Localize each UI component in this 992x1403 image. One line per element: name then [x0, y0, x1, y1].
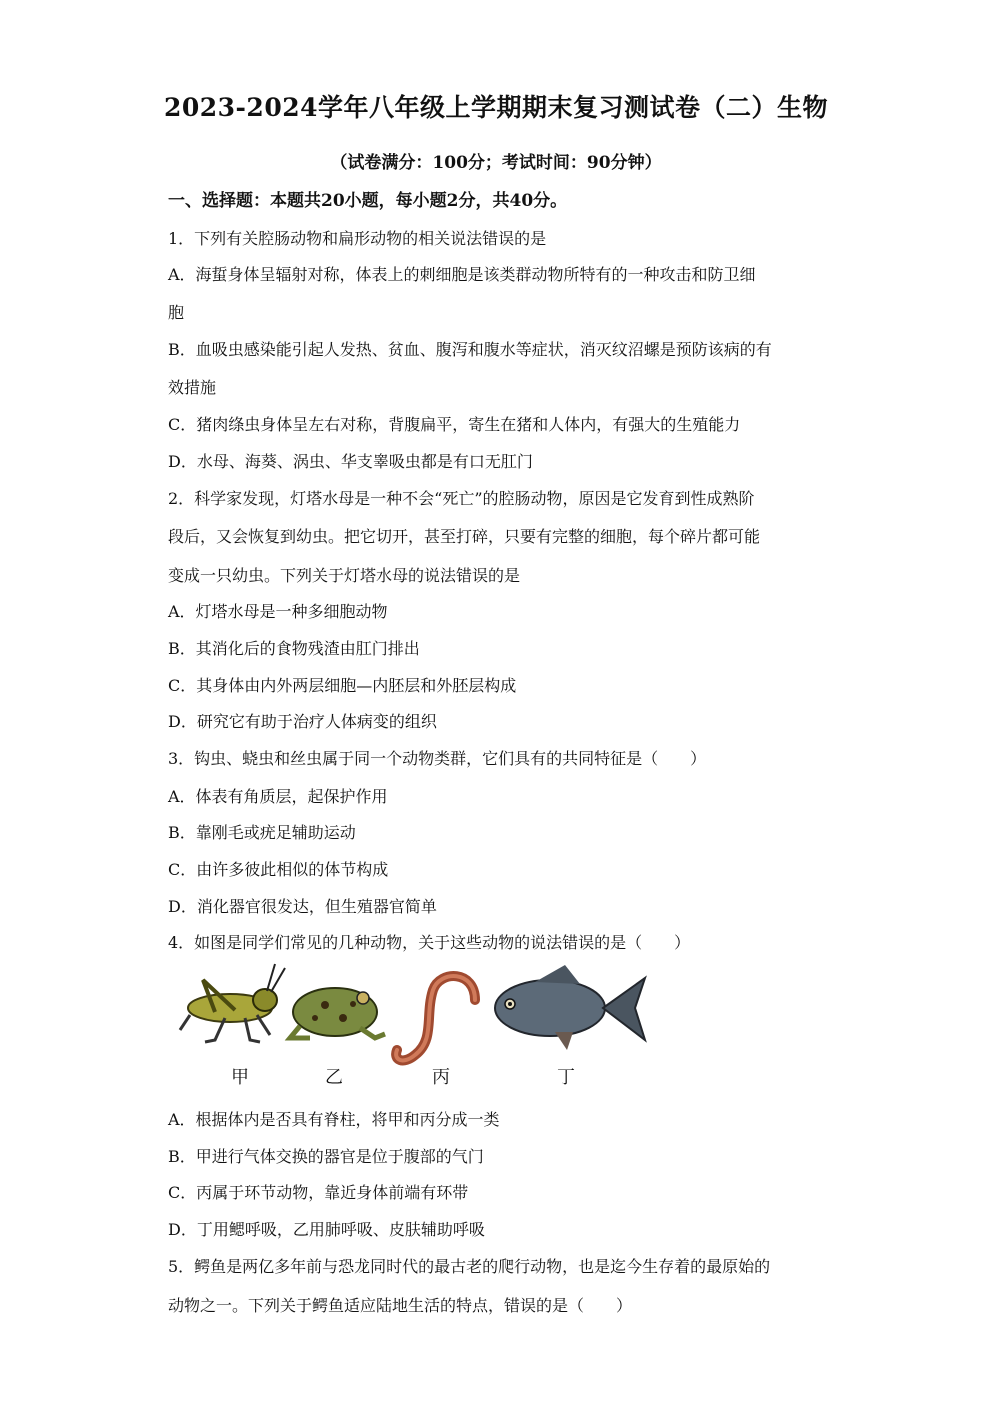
question-4-stem: 4．如图是同学们常见的几种动物，关于这些动物的说法错误的是（ ） [168, 933, 691, 952]
question-4-option-a: A．根据体内是否具有脊柱，将甲和丙分成一类 [168, 1110, 500, 1129]
question-2-stem: 2．科学家发现，灯塔水母是一种不会“死亡”的腔肠动物，原因是它发育到性成熟阶 [168, 489, 755, 508]
figure-label-ding: 丁 [557, 1067, 575, 1088]
question-2-option-c: C．其身体由内外两层细胞—内胚层和外胚层构成 [168, 676, 517, 695]
section-heading: 一、选择题：本题共20小题，每小题2分，共40分。 [168, 191, 568, 211]
figure-label-yi: 乙 [325, 1067, 343, 1088]
question-2-option-a: A．灯塔水母是一种多细胞动物 [168, 602, 388, 621]
question-2-stem-cont-2: 变成一只幼虫。下列关于灯塔水母的说法错误的是 [168, 566, 521, 585]
earthworm-image [396, 976, 475, 1060]
question-5-stem-cont: 动物之一。下列关于鳄鱼适应陆地生活的特点，错误的是（ ） [168, 1296, 633, 1315]
frog-image [290, 988, 385, 1038]
question-2-option-d: D．研究它有助于治疗人体病变的组织 [168, 712, 437, 731]
question-1-option-d: D．水母、海葵、涡虫、华支睾吸虫都是有口无肛门 [168, 452, 533, 471]
question-3-stem: 3．钩虫、蛲虫和丝虫属于同一个动物类群，它们具有的共同特征是（ ） [168, 749, 707, 768]
question-2-stem-cont-1: 段后，又会恢复到幼虫。把它切开，甚至打碎，只要有完整的细胞，每个碎片都可能 [168, 527, 761, 546]
question-5-stem: 5．鳄鱼是两亿多年前与恐龙同时代的最古老的爬行动物，也是迄今生存着的最原始的 [168, 1257, 771, 1276]
question-1-option-a-cont: 胞 [168, 303, 185, 322]
question-3-option-d: D．消化器官很发达，但生殖器官简单 [168, 897, 437, 916]
question-3-option-b: B．靠刚毛或疣足辅助运动 [168, 823, 356, 842]
figure-label-jia: 甲 [231, 1067, 249, 1088]
fish-image [495, 965, 645, 1050]
question-1-option-b-cont: 效措施 [168, 378, 217, 397]
question-3-option-a: A．体表有角质层，起保护作用 [168, 787, 388, 806]
figure-label-bing: 丙 [432, 1067, 450, 1088]
question-4-option-b: B．甲进行气体交换的器官是位于腹部的气门 [168, 1147, 484, 1166]
question-1-stem: 1．下列有关腔肠动物和扁形动物的相关说法错误的是 [168, 229, 547, 248]
question-2-option-b: B．其消化后的食物残渣由肛门排出 [168, 639, 420, 658]
question-1-option-a: A．海蜇身体呈辐射对称，体表上的刺细胞是该类群动物所特有的一种攻击和防卫细 [168, 265, 756, 284]
question-3-option-c: C．由许多彼此相似的体节构成 [168, 860, 389, 879]
grasshopper-image [180, 964, 285, 1042]
question-4-option-c: C．丙属于环节动物，靠近身体前端有环带 [168, 1183, 469, 1202]
exam-info: （试卷满分：100分；考试时间：90分钟） [330, 153, 662, 173]
question-1-option-c: C．猪肉绦虫身体呈左右对称，背腹扁平，寄生在猪和人体内，有强大的生殖能力 [168, 415, 741, 434]
page-title: 2023-2024学年八年级上学期期末复习测试卷（二）生物 [163, 93, 829, 122]
question-1-option-b: B．血吸虫感染能引起人发热、贫血、腹泻和腹水等症状，消灭纹沼螺是预防该病的有 [168, 340, 772, 359]
question-4-option-d: D．丁用鳃呼吸，乙用肺呼吸、皮肤辅助呼吸 [168, 1220, 485, 1239]
